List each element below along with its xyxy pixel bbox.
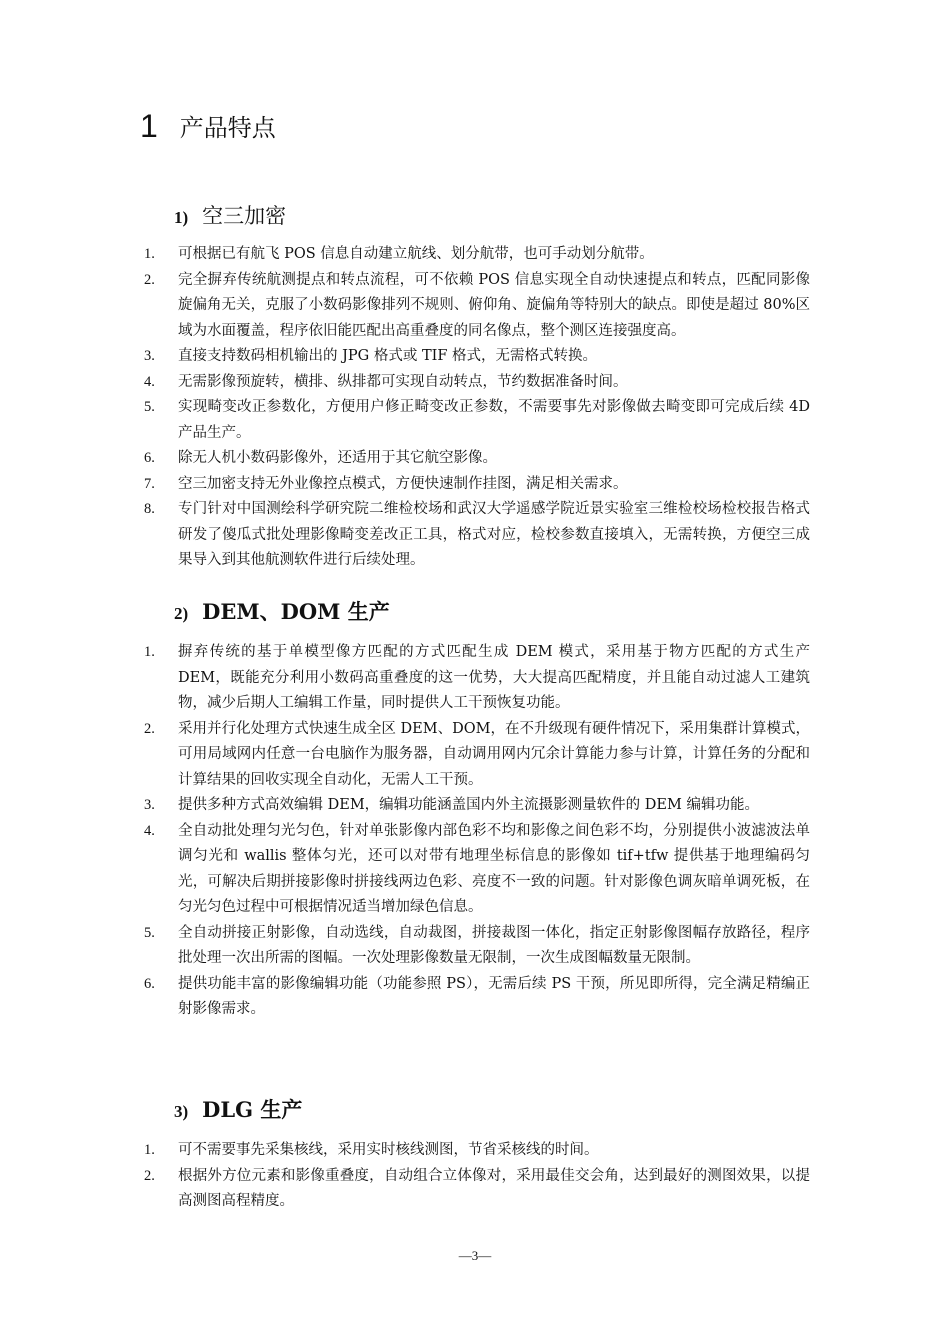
list-item: 7. 空三加密支持无外业像控点模式，方便快速制作挂图，满足相关需求。 [144,475,628,492]
chapter-title: 产品特点 [179,114,276,142]
section-heading-3 [174,1094,302,1124]
list-item: 1. 可不需要事先采集核线，采用实时核线测图，节省采核线的时间。 [144,1142,599,1158]
list-item: 6. 提供功能丰富的影像编辑功能（功能参照 PS），无需后续 PS 干预，所见即所得，完全满足精编正射影像需求。 [144,975,810,1017]
section-title: DEM、DOM 生产 [202,599,390,624]
list-item: 4. 全自动批处理匀光匀色，针对单张影像内部色彩不均和影像之间色彩不均，分别提供小波滤波法单调匀光和 wallis 整体匀光，还可以对带有地理坐标信息的影像如 tif+tfw 提供基于地理编码匀光，可解决后期拼接影像时拼接线两边色彩、亮度不一致的问题。针对影像色调灰暗单调死板，在匀光匀色过程中可根据情况适当增加绿色信息。 [144,822,810,915]
list-item: 4. 无需影像预旋转，横排、纵排都可实现自动转点，节约数据准备时间。 [144,373,628,390]
list-item: 3. 直接支持数码相机输出的 JPG 格式或 TIF 格式，无需格式转换。 [144,348,598,364]
section-1-list [140,242,810,574]
section-heading-1 [174,200,286,230]
section-2-list [140,640,810,1023]
list-item: 8. 专门针对中国测绘科学研究院二维检校场和武汉大学遥感学院近景实验室三维检校场检校报告格式研发了傻瓜式批处理影像畸变差改正工具，格式对应，检校参数直接填入，无需转换，方便空三成果导入到其他航测软件进行后续处理。 [144,501,810,568]
section-number: 2) [174,604,189,623]
section-number: 1) [174,208,189,227]
list-item: 2. 根据外方位元素和影像重叠度，自动组合立体像对，采用最佳交会角，达到最好的测图效果，以提高测图高程精度。 [144,1167,810,1209]
list-item: 1. 可根据已有航飞 POS 信息自动建立航线、划分航带，也可手动划分航带。 [144,246,654,262]
section-number: 3) [174,1102,189,1121]
chapter-number: 1 [140,108,158,144]
list-item: 3. 提供多种方式高效编辑 DEM，编辑功能涵盖国内外主流摄影测量软件的 DEM 编辑功能。 [144,797,759,813]
list-item: 2. 完全摒弃传统航测提点和转点流程，可不依赖 POS 信息实现全自动快速提点和转点，匹配同影像旋偏角无关，克服了小数码影像排列不规则、俯仰角、旋偏角等特别大的缺点。即使是超过 80%区域为水面覆盖，程序依旧能匹配出高重叠度的同名像点，整个测区连接强度高。 [144,271,810,339]
section-title: DLG 生产 [202,1097,303,1122]
section-heading-2 [174,596,390,626]
list-item: 1. 摒弃传统的基于单模型像方匹配的方式匹配生成 DEM 模式，采用基于物方匹配的方式生产 DEM，既能充分利用小数码高重叠度的这一优势，大大提高匹配精度，并且能自动过滤人工建筑物，减少后期人工编辑工作量，同时提供人工干预恢复功能。 [144,644,810,711]
list-item: 5. 全自动拼接正射影像，自动选线，自动裁图，拼接裁图一体化，指定正射影像图幅存放路径，程序批处理一次出所需的图幅。一次处理影像数量无限制，一次生成图幅数量无限制。 [144,924,810,966]
list-item: 5. 实现畸变改正参数化，方便用户修正畸变改正参数，不需要事先对影像做去畸变即可完成后续 4D 产品生产。 [144,399,810,441]
section-3-list [140,1138,810,1215]
page-number: —3— [458,1248,492,1263]
section-title: 空三加密 [202,204,287,228]
list-item: 6. 除无人机小数码影像外，还适用于其它航空影像。 [144,450,497,466]
list-item: 2. 采用并行化处理方式快速生成全区 DEM、DOM，在不升级现有硬件情况下，采用集群计算模式，可用局域网内任意一台电脑作为服务器，自动调用网内冗余计算能力参与计算，计算任务的分配和计算结果的回收实现全自动化，无需人工干预。 [144,720,810,788]
chapter-heading [140,106,276,146]
